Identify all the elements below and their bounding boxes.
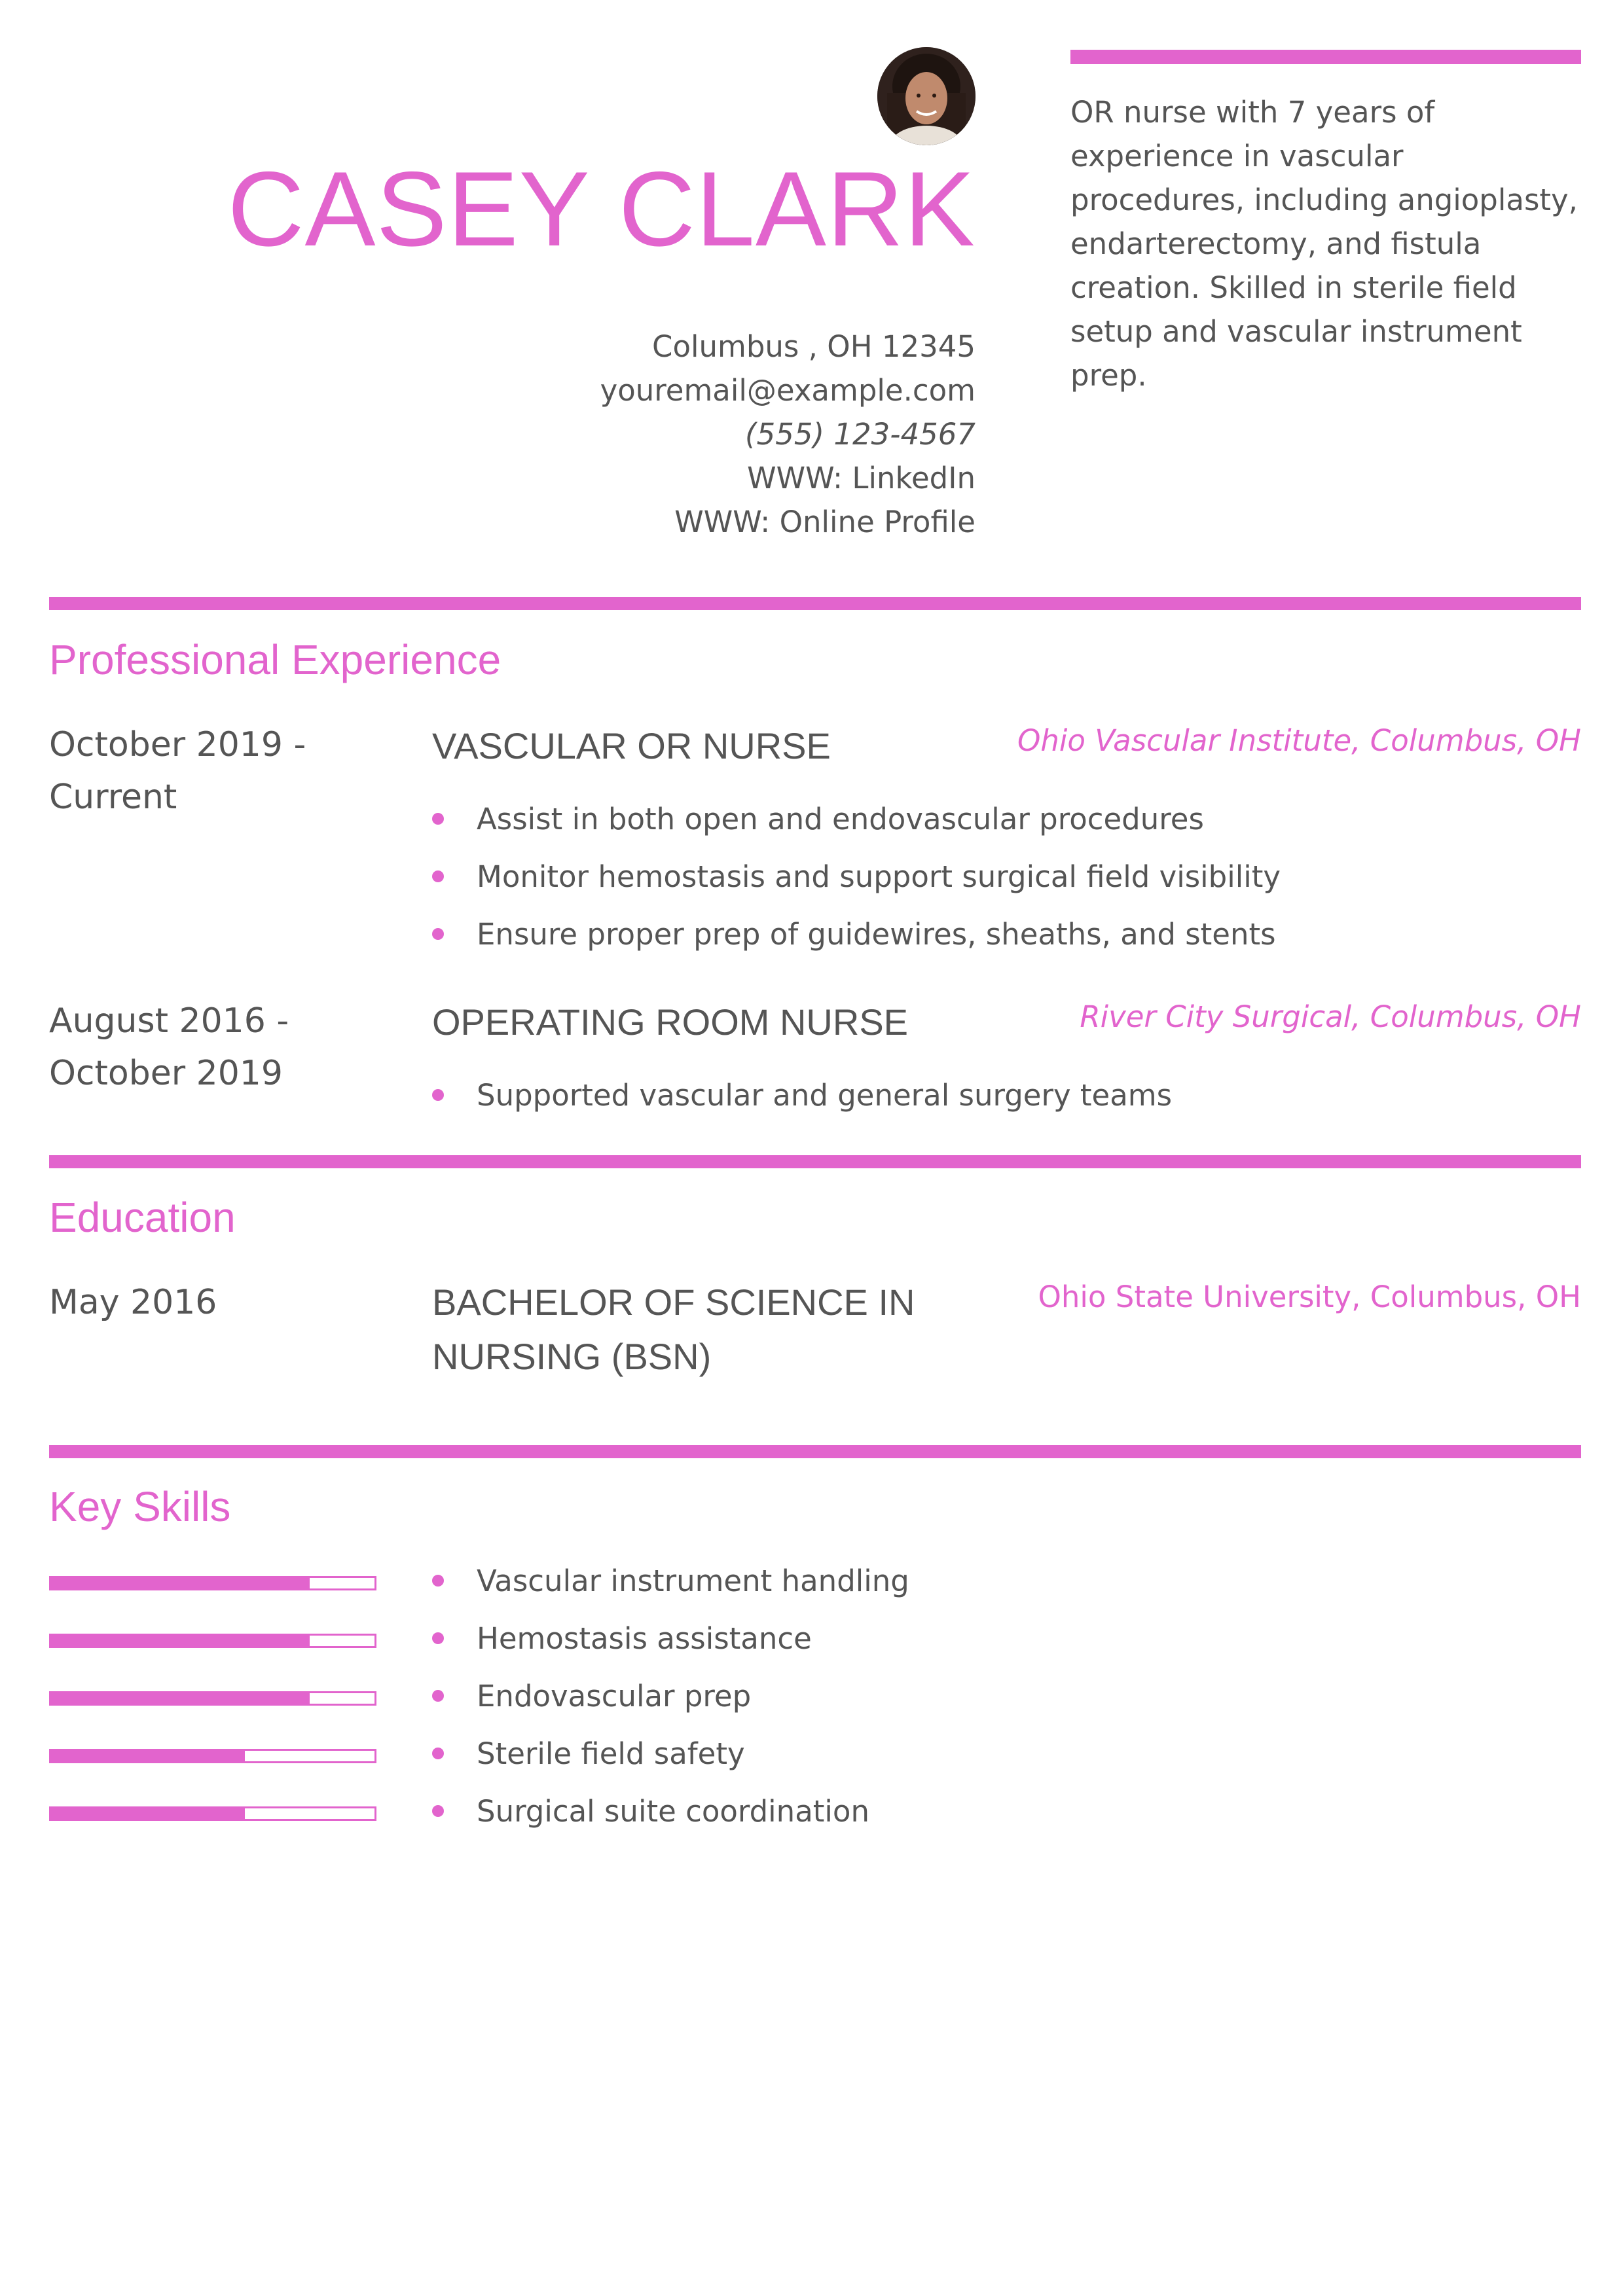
job-2-employer: River City Surgical, Columbus, OH xyxy=(1080,999,1581,1034)
job-2-date xyxy=(49,995,390,1100)
section-rule-skills xyxy=(49,1445,1581,1458)
job-1-title: VASCULAR OR NURSE xyxy=(432,725,831,766)
skill-item: Hemostasis assistance xyxy=(432,1610,909,1668)
job-2-date-end: October 2019 xyxy=(49,1054,283,1093)
job-1-bullet: Monitor hemostasis and support surgical field visibility xyxy=(432,848,1281,906)
section-rule-education xyxy=(49,1155,1581,1168)
job-2-bullet: Supported vascular and general surgery teams xyxy=(432,1067,1172,1124)
job-1-bullets xyxy=(432,791,1281,963)
candidate-name: CASEY CLARK xyxy=(227,150,976,268)
contact-linkedin[interactable]: WWW: LinkedIn xyxy=(747,461,976,495)
skills-list xyxy=(432,1552,909,1840)
education-degree-line: NURSING (BSN) xyxy=(432,1336,712,1377)
job-1-bullet: Ensure proper prep of guidewires, sheaths, and stents xyxy=(432,906,1281,963)
job-1-employer: Ohio Vascular Institute, Columbus, OH xyxy=(1017,723,1581,758)
skill-item: Vascular instrument handling xyxy=(432,1552,909,1610)
skill-level-bar xyxy=(49,1576,376,1590)
section-title-experience: Professional Experience xyxy=(49,636,501,683)
skill-level-fill xyxy=(51,1578,310,1588)
section-rule-experience xyxy=(49,597,1581,610)
job-1-date xyxy=(49,719,390,823)
contact-block xyxy=(458,325,976,544)
section-title-skills: Key Skills xyxy=(49,1483,231,1530)
skill-item: Endovascular prep xyxy=(432,1668,909,1725)
skill-level-bar xyxy=(49,1749,376,1763)
skill-item: Sterile field safety xyxy=(432,1725,909,1783)
skill-level-bar xyxy=(49,1806,376,1821)
job-2-bullets xyxy=(432,1067,1172,1124)
education-degree xyxy=(432,1275,915,1384)
contact-phone[interactable]: (555) 123-4567 xyxy=(745,417,976,452)
job-2-date-start: August 2016 - xyxy=(49,1001,289,1041)
skill-level-bar xyxy=(49,1634,376,1648)
skill-level-fill xyxy=(51,1636,310,1646)
job-2-title: OPERATING ROOM NURSE xyxy=(432,1001,909,1043)
skill-item: Surgical suite coordination xyxy=(432,1783,909,1840)
job-1-bullet: Assist in both open and endovascular procedures xyxy=(432,791,1281,848)
education-degree-line: BACHELOR OF SCIENCE IN xyxy=(432,1282,915,1323)
skill-level-fill xyxy=(51,1693,310,1704)
skill-level-fill xyxy=(51,1751,245,1761)
contact-email[interactable]: youremail@example.com xyxy=(600,373,976,408)
avatar xyxy=(877,47,976,145)
education-date: May 2016 xyxy=(49,1283,217,1322)
summary-top-rule xyxy=(1070,50,1581,64)
job-1-date-end: Current xyxy=(49,778,177,817)
skill-level-fill xyxy=(51,1808,245,1819)
education-school: Ohio State University, Columbus, OH xyxy=(1038,1280,1581,1314)
contact-address: Columbus , OH 12345 xyxy=(652,329,976,364)
professional-summary: OR nurse with 7 years of experience in vascular procedures, including angioplasty, endarterectomy, and fistula creation. Skilled in sterile field setup and vascular instrument prep. xyxy=(1070,95,1578,393)
job-1-date-start: October 2019 - xyxy=(49,725,306,764)
contact-online-profile[interactable]: WWW: Online Profile xyxy=(674,505,976,539)
skill-level-bar xyxy=(49,1691,376,1706)
section-title-education: Education xyxy=(49,1194,236,1241)
